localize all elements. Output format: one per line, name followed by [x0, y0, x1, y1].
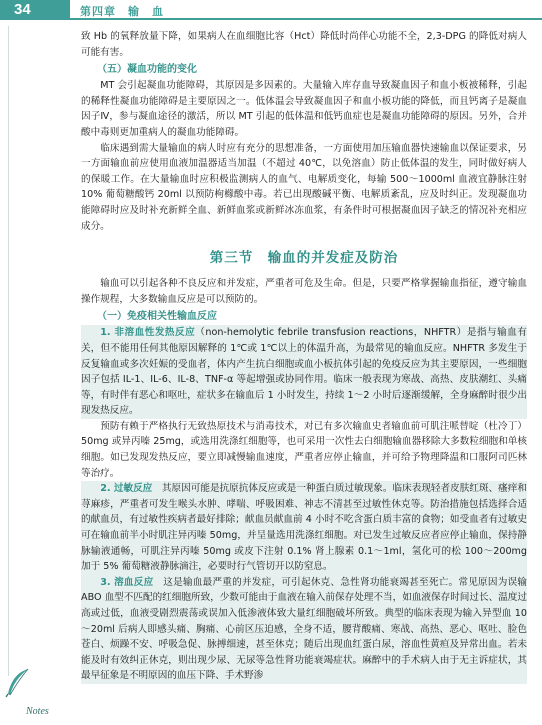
paragraph-coagulation-1: MT 会引起凝血功能障碍，其原因是多因素的。大量输入库存血导致凝血因子和血小板被稀释，引起的稀释性凝血功能障碍是主要原因之一。低体温会导致凝血因子和血小板功能的降低，而且钙离子是凝血因子Ⅳ，参与凝血途径的激活，所以 MT 引起的低体温和低钙血症也是凝血功能障碍的原因。另外，合并酸中毒则更加重病人的凝血功能障碍。 [81, 80, 527, 138]
paragraph-hb: 致 Hb 的氧释放量下降，如果病人在血细胞比容（Hct）降低时尚伴心功能不全，2,3-DPG 的降低对病人可能有害。 [81, 31, 527, 58]
quill-pen-icon [4, 668, 30, 698]
paragraph-febrile-prevention: 预防有赖于严格执行无致热原技术与消毒技术，对已有多次输血史者输血前可肌注哌替啶（杜冷丁）50mg 或异丙嗪 25mg，或选用洗涤红细胞等，也可采用一次性去白细胞输血器移除大多数粒细胞和单核细胞。如已发现发热反应，要立即减慢输血速度，严重者应停止输血，并可给予物理降温和口服阿司匹林等治疗。 [81, 420, 527, 479]
item-febrile-english: （non-hemolytic febrile transfusion reactions，NHFTR） [195, 327, 467, 339]
item-allergic-text: 其原因可能是抗原抗体反应或是一种蛋白质过敏现象。临床表现轻者皮肤红斑、瘙痒和荨麻疹，严重者可发生喉头水肿、哮喘、呼吸困难、神志不清甚至过敏性休克等。防治措施包括选择合适的献血员，有过敏性疾病者最好排除；献血员献血前 4 小时不吃含蛋白质丰富的食物；如受血者有过敏史可在输血前半小时肌注异丙嗪 50mg，并呈量选用洗涤红细胞。对已发生过敏反应者应停止输血，保持静脉输液通畅，可肌注异丙嗪 50mg 或皮下注射 0.1% 肾上腺素 0.1～1ml，氢化可的松 100～200mg 加于 5% 葡萄糖液静脉滴注，必要时行气管切开以防窒息。 [81, 483, 527, 573]
paragraph-intro: 输血可以引起各种不良反应和并发症，严重者可危及生命。但是，只要严格掌握输血指征，遵守输血操作规程，大多数输血反应是可以预防的。 [81, 278, 527, 305]
paragraph-allergic-reaction [81, 481, 527, 575]
notes-margin-rule [8, 26, 9, 676]
notes-label: Notes [26, 706, 49, 717]
header-rule [70, 18, 542, 20]
item-febrile-lead: 1. 非溶血性发热反应 [100, 327, 196, 339]
paragraph-febrile-reaction [81, 325, 527, 419]
subheading-immune-reactions: （一）免疫相关性输血反应 [97, 311, 217, 323]
item-febrile-text: 是指与输血有关，但不能用任何其他原因解释的 1℃或 1℃以上的体温升高，为最常见的输血反应。NHFTR 多发生于反复输血或多次妊娠的受血者，体内产生抗白细胞或血小板抗体引起的免疫反应为其主要原因，一些细胞因子包括 IL-1、IL-6、IL-8、TNF-α 等起增强或协同作用。临床一般表现为寒战、高热、皮肤潮红、头痛等，有时伴有恶心和呕吐，症状多在输血后 1 小时发生，持续 1～2 小时后逐渐缓解，全身麻醉时很少出现发热反应。 [81, 327, 527, 417]
paragraph-hemolytic-reaction [81, 575, 527, 684]
item-allergic-lead: 2. 过敏反应 [100, 483, 153, 495]
chapter-title: 第四章 输 血 [80, 5, 164, 18]
page-number-tab [0, 0, 70, 20]
page-number: 34 [14, 1, 31, 18]
paragraph-coagulation-2: 临床遇到需大量输血的病人时应有充分的思想准备，一方面使用加压输血器快速输血以保证要求，另一方面输血前应使用血液加温器适当加温（不超过 40℃，以免溶血）防止低体温的发生，同时做好病人的保暖工作。在大量输血时应积极监测病人的血气、电解质变化，每输 500～1000ml 血液宜静脉注射 10% 葡萄糖酸钙 20ml 以预防枸橼酸中毒。若已出现酸碱平衡、电解质紊乱，应及时纠正。发现凝血功能障碍时应及时补充新鲜全血、新鲜血浆或新鲜冰冻血浆，有条件时可根据凝血因子缺乏的情况补充相应成分。 [81, 142, 527, 232]
item-hemolytic-text: 这是输血最严重的并发症，可引起休克、急性肾功能衰竭甚至死亡。常见原因为误输 ABO 血型不匹配的红细胞所致，少数可能由于血液在输入前保存处理不当，如血液保存时间过长、温度过高或过低，血液受剧烈震荡或误加入低渗液体致大量红细胞破坏所致。典型的临床表现为输入异型血 10～20ml 后病人即感头痛、胸痛、心前区压迫感，全身不适，腰背酸痛、寒战、高热、恶心、呕吐、脸色苍白、烦躁不安、呼吸急促、脉搏细速，甚至休克；随后出现血红蛋白尿，溶血性黄疸及异常出血。若未能及时有效纠正休克，则出现少尿、无尿等急性肾功能衰竭症状。麻醉中的手术病人由于无主诉症状，其最早征象是不明原因的血压下降、手术野渗 [81, 576, 527, 682]
subheading-coagulation: （五）凝血功能的变化 [97, 64, 197, 76]
item-hemolytic-lead: 3. 溶血反应 [100, 576, 154, 588]
section-title: 第三节 输血的并发症及防治 [209, 250, 399, 267]
page-content [81, 29, 527, 684]
